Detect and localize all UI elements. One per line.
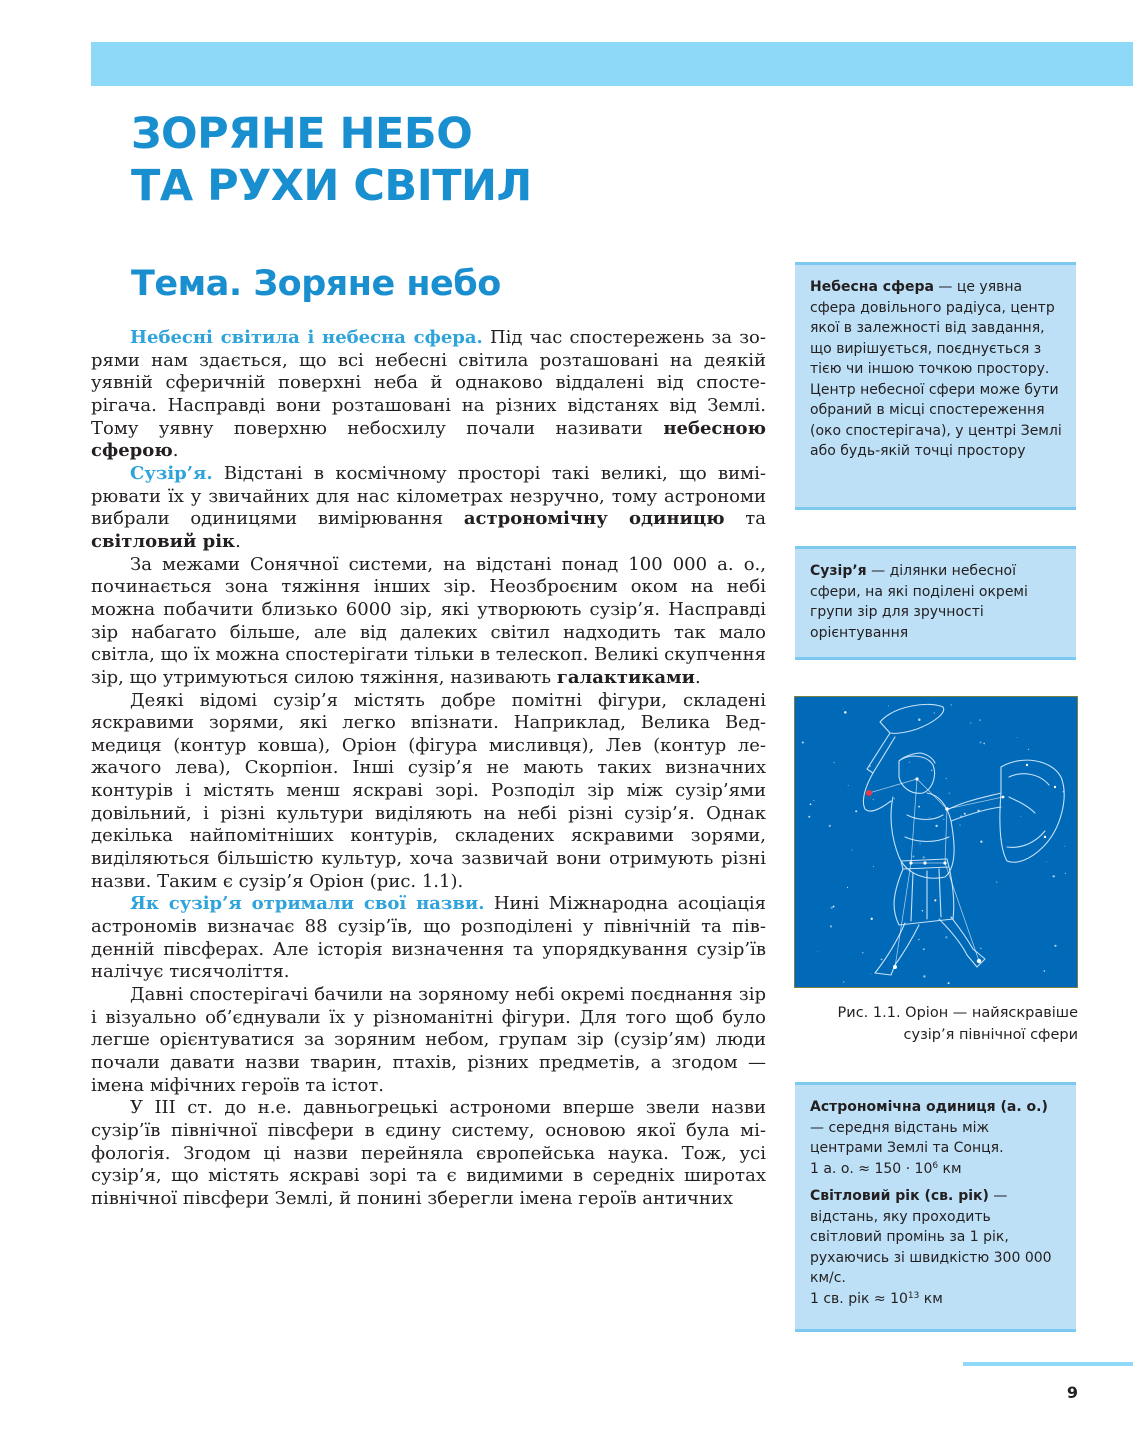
orion-hunter-outline	[863, 704, 1064, 975]
background-star	[833, 762, 835, 764]
body-paragraph	[91, 463, 766, 554]
paragraph-text: .	[172, 440, 179, 462]
background-star	[881, 958, 883, 960]
key-term: галактиками	[556, 666, 696, 688]
definition-text: — відстань, яку проходить світловий промінь за 1 рік, рухаючись зі швидкістю 300 000 км/с.	[810, 1188, 1052, 1286]
background-star	[923, 975, 925, 977]
figure-caption	[795, 1003, 1078, 1046]
background-star	[810, 803, 812, 805]
background-star	[943, 819, 944, 820]
background-star	[920, 843, 921, 844]
background-star	[844, 711, 847, 714]
key-term: світловий рік	[91, 530, 236, 552]
background-star	[833, 906, 835, 908]
chapter-title-line-1: ЗОРЯНЕ НЕБО	[131, 109, 473, 159]
background-star	[935, 825, 937, 827]
background-star	[1065, 873, 1066, 874]
background-star	[843, 708, 844, 709]
background-star	[970, 722, 972, 724]
background-star	[802, 741, 804, 743]
background-star	[855, 810, 857, 812]
definition-box-units	[795, 1082, 1076, 1332]
paragraph-text: Нині Міжнародна асоціація астрономів визначає 88 сузір’їв, що розподілені у північній та південній півсферах. Але історія визначення та упорядкування сузір’їв налічує тисячоліття.	[91, 893, 766, 983]
background-star	[1020, 816, 1021, 817]
chapter-title	[131, 108, 532, 212]
formula-ly-unit: км	[919, 1290, 943, 1307]
background-star	[888, 705, 889, 706]
formula-light-year	[810, 1291, 943, 1307]
background-star	[934, 899, 936, 901]
background-star	[871, 918, 873, 920]
orion-illustration	[795, 697, 1077, 987]
background-star	[980, 840, 982, 842]
background-star	[929, 817, 930, 818]
background-star	[843, 981, 845, 983]
paragraph-text: .	[235, 530, 241, 552]
betelgeuse-star	[866, 790, 872, 796]
key-term: небесною сферою	[91, 417, 766, 462]
background-star	[922, 856, 924, 858]
background-star	[980, 948, 981, 949]
paragraph-text: Під час спостережень за зорями нам здається, що всі небесні світила розташовані на деякій уявній сферичній поверхні неба й однаково віддалені від спостерігача. Насправді вони розташовані на різних відстанях від Землі. Тому уявну поверхню небосхилу почали називати	[91, 327, 766, 439]
background-star	[979, 741, 981, 743]
background-star	[951, 704, 952, 705]
paragraph-text: та	[724, 508, 766, 530]
background-star	[870, 973, 871, 974]
topic-title: Тема. Зоряне небо	[131, 264, 501, 304]
background-star	[808, 816, 810, 818]
formula-au-base: 1 а. о. ≈ 150 · 10	[810, 1160, 933, 1177]
background-star	[847, 887, 848, 888]
formula-ly-base: 1 св. рік ≈ 10	[810, 1290, 908, 1307]
definition-term: Світловий рік (св. рік)	[810, 1188, 989, 1204]
definition-text: — це уявна сфера довільного радіуса, центр якої в залежності від завдання, що вирішується, поєднується з тією чи іншою точкою простору. Центр небесної сфери може бути обраний в місці спостереження (око спостерігача), у центрі Землі або будь-якій точці простору	[810, 279, 1062, 459]
background-star	[1064, 846, 1065, 847]
paragraph-lead-heading: Небесні світила і небесна сфера.	[130, 327, 483, 348]
key-term: астрономічну одиницю	[463, 508, 725, 530]
main-text	[91, 327, 766, 1211]
definition-term: Астрономічна одиниця (а. о.)	[810, 1099, 1048, 1115]
definition-light-year	[810, 1186, 1063, 1309]
background-star	[996, 881, 997, 882]
bottom-accent-line	[963, 1362, 1133, 1366]
background-star	[873, 866, 874, 867]
paragraph-text: .	[695, 666, 701, 688]
figure-caption-line-1: Рис. 1.1. Оріон — найяскравіше	[837, 1005, 1078, 1021]
background-star	[922, 910, 923, 911]
background-star	[948, 982, 950, 984]
background-star	[1017, 737, 1018, 738]
constellation-lines	[869, 779, 1003, 967]
definition-term: Небесна сфера	[810, 279, 934, 295]
background-star	[912, 856, 914, 858]
paragraph-text: Деякі відомі сузір’я містять добре помітні фігури, складені яскравими зорями, які легко впізнати. Наприклад, Велика Ведмедиця (контур ковша), Оріон (фігура мисливця), Лев (контур лежачого лева), Скорпіон. Інші сузір’я не мають таких визначних контурів і містять менш яскраві зорі. Розподіл зір між сузір’ями довільний, і різні культури виділяють на небі різні сузір’я. Однак декілька найпомітніших контурів, складених яскравими зорями, виділяються більшістю культур, хоча зазвичай вони отримують різні назви. Таким є сузір’я Оріон (рис. 1.1).	[91, 689, 766, 892]
background-star	[923, 948, 925, 950]
background-star	[949, 793, 950, 794]
background-star	[873, 799, 874, 800]
background-star	[830, 907, 832, 909]
formula-au-exponent: 6	[932, 1160, 939, 1171]
definition-astronomical-unit	[810, 1097, 1063, 1179]
bright-stars	[893, 764, 1056, 969]
body-paragraph	[91, 554, 766, 690]
background-star	[1046, 861, 1047, 862]
top-band	[91, 42, 1133, 86]
definition-text: — середня відстань між центрами Землі та Сонця.	[810, 1119, 1004, 1156]
paragraph-lead-heading: Як сузір’я отримали свої назви.	[130, 893, 485, 915]
background-star	[983, 743, 985, 745]
definition-box-celestial-sphere	[795, 262, 1076, 510]
orion-constellation-figure	[794, 696, 1078, 988]
background-star	[960, 825, 961, 826]
paragraph-text: Відстані в космічному просторі такі великі, що вимірювати їх у звичайних для нас кілометрах незручно, тому астрономи вибрали одиницями вимірювання	[91, 462, 766, 530]
background-star	[829, 825, 832, 828]
background-star	[1054, 945, 1056, 947]
paragraph-text: Давні спостерігачі бачили на зоряному небі окремі поєднання зір і візуально об’єднували їх у різноманітні фігури. Для того щоб було легше орієнтуватися за зоряним небом, групам зір (сузір’ям) люди почали давати назви тварин, птахів, різних предметів, а згодом — імена міфічних героїв та істот.	[91, 984, 766, 1096]
background-star	[851, 849, 852, 850]
background-star	[909, 762, 911, 764]
background-star	[848, 785, 849, 786]
background-star	[1028, 749, 1029, 750]
body-paragraph	[91, 893, 766, 984]
background-star	[964, 813, 966, 815]
background-star	[946, 778, 947, 779]
background-star	[945, 936, 947, 938]
formula-ly-exponent: 13	[907, 1290, 920, 1301]
background-star	[1044, 970, 1045, 971]
definition-box-constellation	[795, 546, 1076, 660]
background-star	[830, 925, 832, 927]
page-number: 9	[1066, 1383, 1078, 1402]
body-paragraph	[91, 1097, 766, 1210]
body-paragraph	[91, 327, 766, 463]
background-star	[817, 951, 818, 952]
background-star	[931, 769, 933, 771]
background-star	[813, 800, 814, 801]
background-star	[918, 939, 920, 941]
figure-caption-line-2: сузір’я північної сфери	[903, 1026, 1078, 1043]
paragraph-text: У ІІІ ст. до н.е. давньогрецькі астрономи вперше звели назви сузір’їв північної півсфери в єдину систему, основою якої була міфологія. Згодом ці назви перейняла європейська наука. Тож, усі сузір’я, що містять яскраві зорі та є видимими в середніх широтах північної півсфери Землі, й понині зберегли імена героїв античних	[91, 1097, 766, 1209]
background-star	[894, 798, 895, 799]
paragraph-text: За межами Сонячної системи, на відстані понад 100 000 а. о., починається зона тяжіння інших зір. Неозброєним оком на небі можна побачити близько 6000 зір, які утворюють сузір’я. Насправді зір набагато більше, але від далеких світил надходить так мало світла, що їх можна спостерігати тільки в телескоп. Великі скупчення зір, що утримуються силою тяжіння, називають	[91, 553, 766, 688]
background-star	[918, 806, 920, 808]
definition-text: — ділянки небесної сфери, на які поділені окремі групи зір для зручності орієнтування	[810, 563, 1028, 641]
chapter-title-line-2: ТА РУХИ СВІТИЛ	[131, 161, 532, 211]
definition-term: Сузір’я	[810, 563, 867, 579]
background-star	[1053, 875, 1055, 877]
body-paragraph	[91, 690, 766, 894]
formula-au-unit: км	[938, 1160, 962, 1177]
body-paragraph	[91, 984, 766, 1097]
background-star	[918, 718, 921, 721]
background-star	[934, 712, 935, 713]
formula-au	[810, 1161, 962, 1177]
background-star	[979, 719, 981, 721]
paragraph-lead-heading: Сузір’я.	[130, 462, 213, 484]
background-star	[862, 952, 864, 954]
